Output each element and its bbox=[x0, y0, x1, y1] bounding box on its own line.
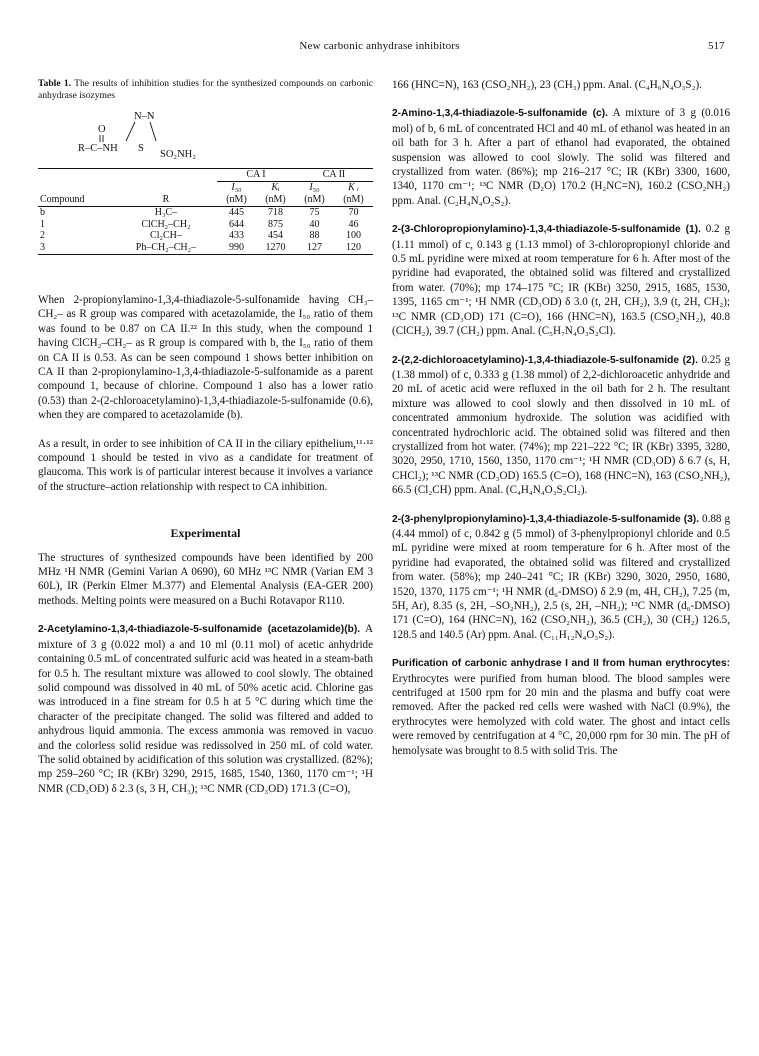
structure-bond-right bbox=[150, 122, 156, 141]
subheader-ki-ca2: K ᵢ bbox=[348, 182, 359, 194]
cell-value: 445 bbox=[229, 206, 244, 218]
compound-body-3: 0.88 g (4.44 mmol) of c, 0.842 g (5 mmol) of 3-phenylpropionyl chloride and 0.5 mL pyridine were mixed at room temperature for 6 h. After most of the pyridine had evaporated, the obtained solid was filtered and crystallized from water. (58%); mp 240–241 °C; IR (KBr) 3290, 3020, 2950, 1680, 1520, 1370, 1175 cm⁻¹; ¹H NMR (d₆-DMSO) δ 2.9 (m, 4H, CH₂), 7.25 (m, 5H, Ar), 8.35 (s, 2H, –SO₂NH₂), 2.5 (s, 2H, –NH₂); ¹³C NMR (d₆-DMSO) 171 (C=O), 164 (HNC=N), 162 (CSO₂NH₂), 36.5 (CH₂), 30 (CH₂) 126.5, 128.5 and 140.5 (Ar) ppm. Anal. (C₁₁H₁₂N₄O₃S₂). bbox=[392, 512, 730, 641]
compound-body-acetazolamide: A mixture of 3 g (0.022 mol) a and 10 ml (0.11 mol) of acetic anhydride containing 0.5 mL of concentrated sulfuric acid was heated in a steam-bath for 0.5 h. The resultant mixture was allowed to cool slowly. The obtained solid compound was dissolved in 40 mL of 50% acetic acid. Chlorine gas was introduced in a fine stream for 0.5 h at 5 °C during which time the character of the precipitate changed. The solid was filtered and added to anhydrous liquid ammonia. The excess ammonia was removed in vacuo and the colorless solid residue was redissolved in 250 mL of cold water. The solid obtained by acidification of this solution was crystallized. (82%); mp 259–260 °C; IR (KBr) 3290, 2915, 1685, 1540, 1360, 1170 cm⁻¹; ¹H NMR (CD₃OD) δ 2.3 (s, 3 H, CH₃); ¹³C NMR (CD₃OD) 171.3 (C=O), bbox=[38, 623, 373, 795]
cell-value: 75 bbox=[309, 206, 320, 218]
cell-value: 454 bbox=[267, 230, 283, 242]
table-row bbox=[38, 207, 373, 219]
cell-value: 40 bbox=[309, 218, 320, 230]
paragraph-conclusion: As a result, in order to see inhibition of CA II in the ciliary epithelium,¹¹·¹² compound 1 should be tested in vivo as a candidate for treatment of glaucoma. This work is of particular interest because it involves a variance of the structure–action relationship with respect to CA inhibition. bbox=[38, 437, 373, 493]
unit-1: (nM) bbox=[226, 194, 247, 205]
table-row bbox=[38, 219, 373, 231]
table-caption bbox=[38, 78, 373, 102]
chemical-structure bbox=[38, 108, 373, 160]
cell-value: 70 bbox=[348, 206, 359, 218]
cell-r: Cl₂CH– bbox=[150, 230, 182, 242]
cell-compound: b bbox=[40, 206, 45, 218]
table-row bbox=[38, 230, 373, 242]
compound-title-acetazolamide: 2-Acetylamino-1,3,4-thiadiazole-5-sulfonamide (acetazolamide)(b). bbox=[38, 624, 361, 636]
cell-compound: 3 bbox=[40, 242, 45, 254]
right-column bbox=[392, 78, 730, 758]
cell-value: 433 bbox=[229, 230, 244, 242]
table-row bbox=[38, 242, 373, 254]
table-group-header-row bbox=[38, 169, 373, 181]
paragraph-ratio-comparison: When 2-propionylamino-1,3,4-thiadiazole-5-sulfonamide having CH₃–CH₂– as R group was compared with acetazolamide, the I₅₀ ratio of them was found to be 0.87 on CA II.²² In this study, when the compound 1 having ClCH₂–CH₂– as R group is compared with b, the I₅₀ ratio of them on CA II is 0.53. As can be seen compound 1 shows better inhibition on CA II than 2-propionylamino-1,3,4-thiadiazole-5-sulfonamide as a parent compound 1, because of chlorine. Compound 1 also has a lower ratio (0.53) than 2-(2-chloroacetylamino)-1,3,4-thiadiazole-5-sulfonamide (0.6), when they are compared to acetazolamide (b). bbox=[38, 293, 373, 422]
cell-value: 127 bbox=[306, 242, 322, 254]
cell-value: 644 bbox=[229, 218, 244, 230]
structure-ring-atoms: N–N bbox=[134, 111, 155, 122]
table-unit-row bbox=[38, 194, 373, 206]
purification-body: Erythrocytes were purified from human blood. The blood samples were centrifuged at 1500 rpm for 20 min and the plasma and buffy coat were removed. After the packed red cells were washed with NaCl (0.9%), the erythrocytes were hemolyzed with cold water. The ghost and intact cells were removed by centrifugation at 4 °C, 20,000 rpm for 30 min. The pH of hemolysate was brought to 8.5 with solid Tris. The bbox=[392, 672, 730, 757]
subheader-i50-ca1: I₅₀ bbox=[231, 182, 242, 194]
structure-sulfur: S bbox=[138, 143, 144, 154]
cell-value: 100 bbox=[345, 230, 361, 242]
cell-value: 46 bbox=[348, 218, 359, 230]
cell-value: 88 bbox=[309, 230, 320, 242]
cell-compound: 2 bbox=[40, 230, 45, 242]
subheader-i50-ca2: I₅₀ bbox=[309, 182, 320, 194]
cell-r: Ph–CH₂–CH₂– bbox=[135, 242, 197, 254]
paragraph-compound-2 bbox=[392, 353, 730, 498]
paragraph-compound-3 bbox=[392, 512, 730, 643]
unit-3: (nM) bbox=[304, 194, 325, 205]
paragraph-compound-1 bbox=[392, 222, 730, 338]
paragraph-acetazolamide bbox=[38, 622, 373, 796]
paragraph-purification bbox=[392, 656, 730, 758]
paragraph-compound-c bbox=[392, 106, 730, 208]
group-header-ca2: CA II bbox=[295, 169, 373, 181]
left-column bbox=[38, 78, 373, 796]
running-title: New carbonic anhydrase inhibitors bbox=[299, 40, 460, 52]
table-caption-label: Table 1. bbox=[38, 78, 72, 89]
page-number: 517 bbox=[708, 40, 725, 52]
header-r: R bbox=[162, 194, 170, 205]
compound-body-2: 0.25 g (1.38 mmol) of c, 0.333 g (1.38 mmol) of 2,2-dichloroacetic anhydride and 20 mL of acetic acid were refluxed in the oil bath for 2 h. The resultant mixture was allowed to cool slowly and then dissolved in 10 mL of concentrated ammonium hydroxide. The solution was acidified with concentrated hydrochloric acid. The obtained solid was filtered and then crystallized from hot water. (74%); mp 221–222 °C; IR (KBr) 3395, 3280, 3020, 2950, 1710, 1560, 1350, 1170 cm⁻¹; ¹H NMR (CD₃OD) δ 6.7 (s, H, CHCl₂); ¹³C NMR (CD₃OD) 165.5 (C=O), 168 (HNC=N), 163 (CSO₂NH₂), 66.5 (Cl₂CH) ppm. Anal. (C₄H₄N₄O₃S₂Cl₂). bbox=[392, 353, 730, 497]
compound-title-1: 2-(3-Chloropropionylamino)-1,3,4-thiadiazole-5-sulfonamide (1). bbox=[392, 224, 701, 236]
cell-value: 1270 bbox=[265, 242, 286, 254]
subheader-ki-ca1: Kᵢ bbox=[271, 182, 280, 194]
paragraph-methods: The structures of synthesized compounds have been identified by 200 MHz ¹H NMR (Gemini Varian A 0690), 60 MHz ¹³C NMR (Varian EM 3 60L), IR (Perkin Elmer M.377) and Elemental Analysis (EA-GER 200) methods. Melting points were measured on a Buchi Rotavapor R110. bbox=[38, 551, 373, 607]
unit-4: (nM) bbox=[343, 194, 364, 205]
compound-title-2: 2-(2,2-dichloroacetylamino)-1,3,4-thiadiazole-5-sulfonamide (2). bbox=[392, 354, 698, 366]
cell-r: H₃C– bbox=[154, 206, 178, 218]
structure-oxygen: O bbox=[98, 124, 106, 135]
table-caption-text: The results of inhibition studies for the synthesized compounds on carbonic anhydrase isozymes bbox=[38, 78, 373, 101]
header-compound: Compound bbox=[40, 194, 85, 205]
compound-title-c: 2-Amino-1,3,4-thiadiazole-5-sulfonamide (c). bbox=[392, 108, 608, 120]
structure-r-group: R–C–NH bbox=[78, 143, 118, 154]
results-table bbox=[38, 168, 373, 255]
cell-value: 990 bbox=[229, 242, 244, 254]
compound-title-3: 2-(3-phenylpropionylamino)-1,3,4-thiadiazole-5-sulfonamide (3). bbox=[392, 513, 700, 525]
cell-r: ClCH₂–CH₂ bbox=[141, 218, 191, 230]
section-heading-experimental: Experimental bbox=[170, 526, 241, 541]
structure-sulfonamide: SO₂NH₂ bbox=[160, 149, 196, 160]
unit-2: (nM) bbox=[265, 194, 286, 205]
compound-body-c: A mixture of 3 g (0.016 mol) of b, 6 mL of concentrated HCl and 40 mL of ethanol was heated in an oil bath for 3 h. After a part of ethanol had evaporated, the obtained suspension was allowed to cool slowly. The solid was filtered and crystallized from water. (86%); mp 216–217 °C; IR (KBr) 3300, 1600, 1340, 1170 cm⁻¹; ¹³C NMR (D₂O) 170.2 (H₂NC=N), 160.2 (CSO₂NH₂) ppm. Anal. (C₂H₄N₄O₂S₂). bbox=[392, 107, 730, 207]
cell-compound: 1 bbox=[40, 218, 45, 230]
purification-title: Purification of carbonic anhydrase I and II from human erythrocytes: bbox=[392, 658, 730, 670]
group-header-ca1: CA I bbox=[217, 169, 295, 181]
cell-value: 120 bbox=[345, 242, 361, 254]
table-subheader-row bbox=[38, 182, 373, 194]
compound-body-1: 0.2 g (1.11 mmol) of c, 0.143 g (1.13 mmol) of 3-chloropropionyl chloride and 0.5 mL pyridine were mixed at room temperature for 6 h. After most of the pyridine had evaporated, the obtained solid was filtered and crystallized from water. (70%); mp 174–175 °C; IR (KBr) 3250, 2915, 1685, 1530, 1395, 1165 cm⁻¹; ¹H NMR (CD₃OD) δ 3.0 (t, 2H, CH₂), 3.9 (t, 2H, CH₂); ¹³C NMR (CD₃OD) 171 (C=O), 166 (HNC=N), 163.5 (CSO₂NH₂), 40.8 (ClCH₂), 39.7 (CH₂) ppm. Anal. (C₅H₇N₄O₃S₂Cl). bbox=[392, 223, 731, 338]
paragraph-continued: 166 (HNC=N), 163 (CSO₂NH₂), 23 (CH₃) ppm. Anal. (C₄H₆N₄O₃S₂). bbox=[392, 79, 702, 91]
cell-value: 875 bbox=[267, 218, 283, 230]
cell-value: 718 bbox=[267, 206, 283, 218]
structure-bond-left bbox=[126, 122, 135, 141]
